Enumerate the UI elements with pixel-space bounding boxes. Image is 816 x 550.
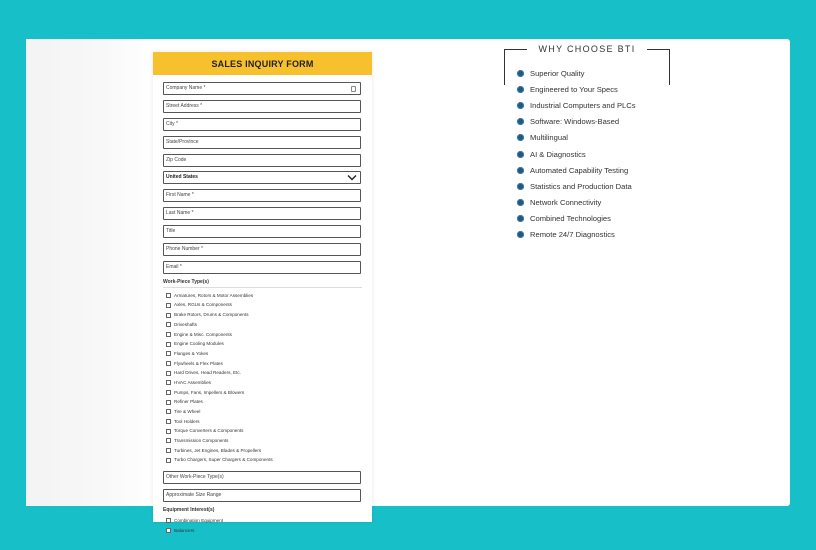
chevron-down-icon: [347, 173, 357, 182]
checkbox[interactable]: [166, 351, 171, 356]
bullet-icon: [517, 167, 524, 174]
equipment-interest-list: [166, 516, 362, 535]
equipment-option-label: Balancers: [174, 527, 195, 533]
workpiece-option-label: HVAC Assemblies: [174, 379, 211, 385]
workpiece-option[interactable]: [166, 436, 362, 446]
workpiece-option-label: Tire & Wheel: [174, 409, 201, 415]
title-input[interactable]: Title: [163, 225, 361, 238]
company-name-input[interactable]: Company Name *: [163, 82, 361, 95]
workpiece-type-list: [166, 291, 362, 465]
benefit-label: Automated Capability Testing: [530, 165, 629, 175]
checkbox[interactable]: [166, 448, 171, 453]
checkbox[interactable]: [166, 518, 171, 523]
bullet-icon: [517, 151, 524, 158]
workpiece-option[interactable]: [166, 407, 362, 417]
bullet-icon: [517, 134, 524, 141]
checkbox[interactable]: [166, 332, 171, 337]
page-card: [26, 39, 790, 533]
sales-inquiry-form: [153, 52, 372, 533]
workpiece-option[interactable]: [166, 378, 362, 388]
benefit-item: [517, 211, 636, 227]
last-name-input[interactable]: Last Name *: [163, 207, 361, 220]
workpiece-option[interactable]: [166, 426, 362, 436]
checkbox[interactable]: [166, 458, 171, 463]
workpiece-option[interactable]: [166, 300, 362, 310]
benefit-item: [517, 97, 636, 113]
workpiece-option-label: Armatures, Rotors & Motor Assemblies: [174, 292, 254, 298]
workpiece-option-label: Flywheels & Flex Plates: [174, 360, 223, 366]
bullet-icon: [517, 183, 524, 190]
bullet-icon: [517, 102, 524, 109]
benefit-item: [517, 114, 636, 130]
benefit-item: [517, 227, 636, 243]
bullet-icon: [517, 231, 524, 238]
checkbox[interactable]: [166, 342, 171, 347]
state-province-input[interactable]: State/Province: [163, 136, 361, 149]
bullet-icon: [517, 70, 524, 77]
benefit-item: [517, 162, 636, 178]
checkbox[interactable]: [166, 390, 171, 395]
workpiece-type-heading: Work-Piece Type(s): [163, 279, 362, 288]
benefit-label: Multilingual: [530, 133, 568, 143]
equipment-option[interactable]: [166, 516, 362, 526]
bullet-icon: [517, 86, 524, 93]
workpiece-option[interactable]: [166, 310, 362, 320]
equipment-option-label: Combination Equipment: [174, 517, 224, 523]
size-range-input[interactable]: Approximate Size Range: [163, 489, 361, 502]
benefit-item: [517, 195, 636, 211]
workpiece-option-label: Pumps, Fans, Impellers & Blowers: [174, 389, 245, 395]
benefits-list: [517, 65, 636, 243]
workpiece-option[interactable]: [166, 455, 362, 465]
benefit-label: Combined Technologies: [530, 214, 611, 224]
benefit-label: AI & Diagnostics: [530, 149, 586, 159]
workpiece-option[interactable]: [166, 330, 362, 340]
workpiece-option-label: Hard Drives, Head Readers, Etc.: [174, 370, 241, 376]
country-select-value: United States: [166, 174, 198, 181]
city-input[interactable]: City *: [163, 118, 361, 131]
equipment-option[interactable]: [166, 526, 362, 536]
checkbox[interactable]: [166, 380, 171, 385]
autofill-icon: [351, 86, 356, 92]
workpiece-option-label: Engine & Misc. Components: [174, 331, 232, 337]
benefit-item: [517, 81, 636, 97]
workpiece-option-label: Driveshafts: [174, 321, 197, 327]
bullet-icon: [517, 118, 524, 125]
workpiece-option[interactable]: [166, 397, 362, 407]
checkbox[interactable]: [166, 400, 171, 405]
street-address-input[interactable]: Street Address *: [163, 100, 361, 113]
workpiece-option[interactable]: [166, 291, 362, 301]
why-choose-heading: WHY CHOOSE BTI: [538, 44, 636, 54]
workpiece-option[interactable]: [166, 349, 362, 359]
checkbox[interactable]: [166, 438, 171, 443]
workpiece-option[interactable]: [166, 359, 362, 369]
benefit-item: [517, 130, 636, 146]
workpiece-option[interactable]: [166, 417, 362, 427]
workpiece-option-label: Engine Cooling Modules: [174, 341, 224, 347]
benefit-label: Industrial Computers and PLCs: [530, 100, 636, 110]
first-name-input[interactable]: First Name *: [163, 189, 361, 202]
email-input[interactable]: Email *: [163, 261, 361, 274]
workpiece-option[interactable]: [166, 388, 362, 398]
workpiece-option-label: Transmission Components: [174, 438, 229, 444]
workpiece-option-label: Refiner Plates: [174, 399, 203, 405]
checkbox[interactable]: [166, 322, 171, 327]
checkbox[interactable]: [166, 409, 171, 414]
checkbox[interactable]: [166, 293, 171, 298]
checkbox[interactable]: [166, 528, 171, 533]
benefit-label: Engineered to Your Specs: [530, 84, 618, 94]
workpiece-option[interactable]: [166, 368, 362, 378]
workpiece-option[interactable]: [166, 320, 362, 330]
bullet-icon: [517, 199, 524, 206]
benefit-item: [517, 146, 636, 162]
workpiece-option[interactable]: [166, 446, 362, 456]
form-title: SALES INQUIRY FORM: [153, 52, 372, 75]
workpiece-option-label: Torque Converters & Components: [174, 428, 244, 434]
background-haze: [26, 39, 154, 506]
benefit-label: Software: Windows-Based: [530, 117, 620, 127]
checkbox[interactable]: [166, 429, 171, 434]
benefit-label: Remote 24/7 Diagnostics: [530, 230, 615, 240]
phone-number-input[interactable]: Phone Number *: [163, 243, 361, 256]
workpiece-option-label: Axles, RGUs & Components: [174, 302, 232, 308]
workpiece-option-label: Turbo Chargers, Super Chargers & Components: [174, 457, 273, 463]
workpiece-option-label: Flanges & Yokes: [174, 350, 209, 356]
workpiece-option[interactable]: [166, 339, 362, 349]
benefit-label: Statistics and Production Data: [530, 181, 632, 191]
benefit-item: [517, 178, 636, 194]
checkbox[interactable]: [166, 313, 171, 318]
other-workpiece-input[interactable]: Other Work-Piece Type(s): [163, 471, 361, 484]
benefit-item: [517, 65, 636, 81]
benefit-label: Network Connectivity: [530, 198, 602, 208]
workpiece-option-label: Brake Rotors, Drums & Components: [174, 312, 249, 318]
checkbox[interactable]: [166, 419, 171, 424]
workpiece-option-label: Turbines, Jet Engines, Blades & Propellers: [174, 447, 262, 453]
equipment-interest-heading: Equipment Interest(s): [163, 506, 215, 513]
country-select[interactable]: [163, 171, 361, 184]
checkbox[interactable]: [166, 371, 171, 376]
benefit-label: Superior Quality: [530, 68, 585, 78]
bullet-icon: [517, 215, 524, 222]
checkbox[interactable]: [166, 303, 171, 308]
workpiece-option-label: Tool Holders: [174, 418, 200, 424]
checkbox[interactable]: [166, 361, 171, 366]
zip-code-input[interactable]: Zip Code: [163, 154, 361, 167]
